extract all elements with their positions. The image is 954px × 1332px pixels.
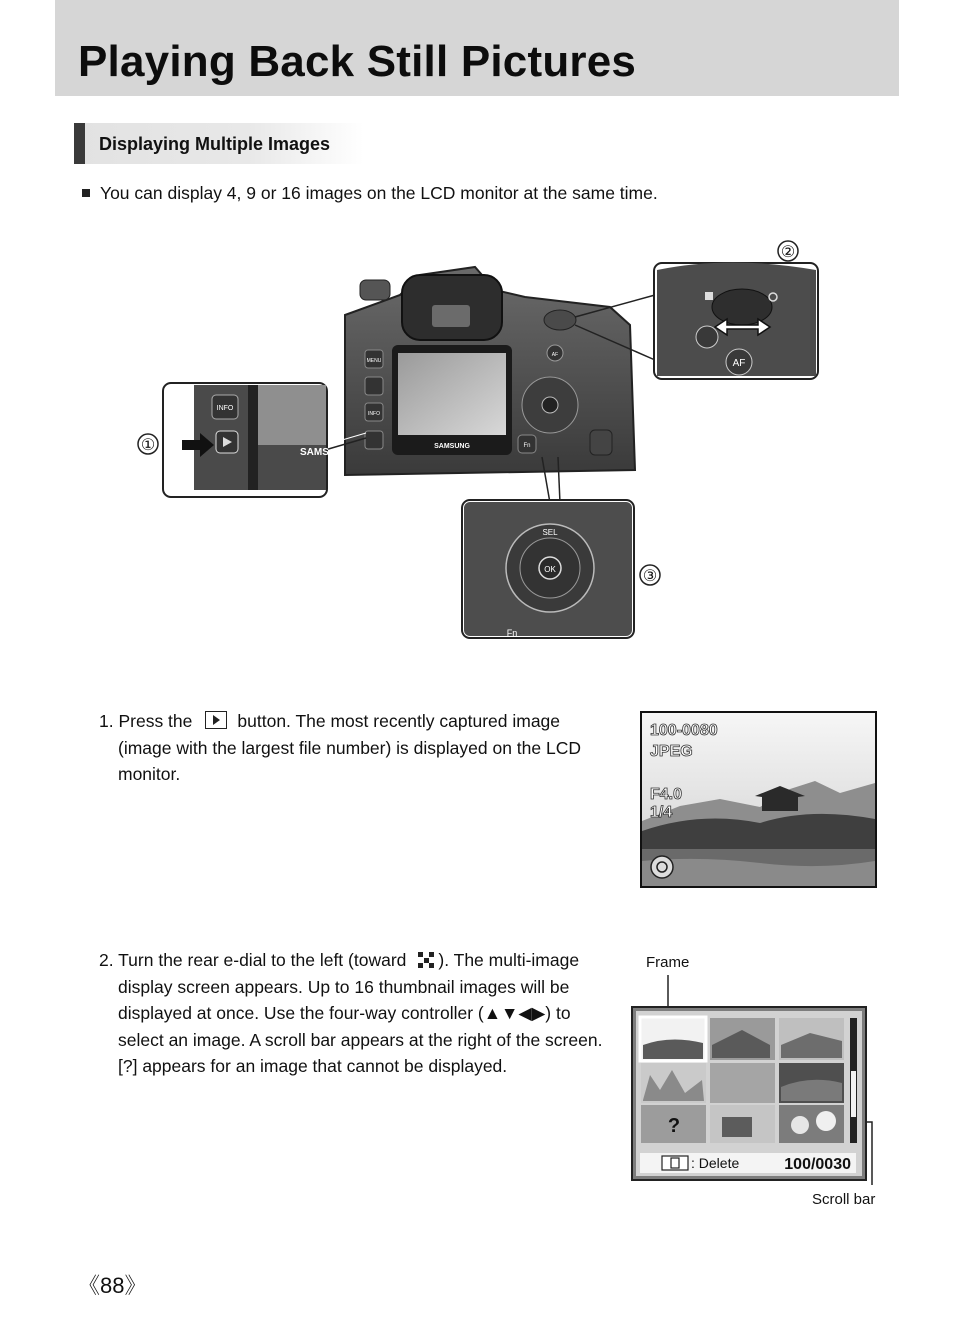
callout-1: ①	[140, 437, 156, 454]
frame-label: Frame	[646, 954, 690, 971]
step-1-text-b: button. The most recently captured image	[237, 711, 561, 731]
camera-back-figure	[130, 235, 840, 645]
lcd-aperture: F4.0	[650, 786, 683, 803]
step-1-line-3: monitor.	[118, 764, 181, 784]
lcd-file-number: 100-0080	[650, 722, 718, 739]
intro-bullet	[82, 183, 658, 204]
inset-four-way-controller	[462, 457, 634, 638]
inset-af-label: AF	[732, 358, 746, 369]
callout-2: ②	[780, 244, 796, 261]
bullet-square-icon	[82, 189, 90, 197]
callout-3: ③	[642, 568, 658, 585]
scroll-bar-label: Scroll bar	[812, 1191, 876, 1208]
multi-image-grid-icon	[418, 952, 434, 968]
page-number: 《88》	[78, 1273, 147, 1298]
inset-playback-button	[163, 383, 366, 497]
inset-brand-label: SAMS	[300, 447, 329, 458]
inset-fn-label: Fn	[506, 628, 518, 638]
lcd-file-format: JPEG	[650, 743, 693, 760]
frame-counter: 100/0030	[784, 1156, 851, 1173]
step-2-text-a: 2. Turn the rear e-dial to the left (toward	[99, 950, 407, 970]
thumbnail-grid	[640, 1017, 844, 1143]
camera-lcd	[398, 353, 506, 435]
step-2-line-4: select an image. A scroll bar appears at the right of the screen.	[118, 1029, 603, 1050]
step-2	[99, 947, 619, 1080]
scroll-bar-thumb[interactable]	[851, 1071, 856, 1117]
camera-af-label: AF	[551, 352, 559, 358]
lcd-shutter-speed: 1/4	[650, 804, 673, 821]
camera-fn-label: Fn	[523, 443, 531, 449]
camera-menu-label: MENU	[366, 358, 382, 364]
camera-info-label: INFO	[368, 411, 380, 417]
section-heading-bar	[74, 123, 85, 164]
playback-button-icon	[205, 711, 227, 729]
inset-info-label: INFO	[216, 405, 234, 412]
step-2-text-b: ). The multi-image	[438, 950, 580, 970]
delete-label: : Delete	[691, 1155, 740, 1171]
lcd-multi-image	[630, 975, 880, 1185]
lcd-single-image	[640, 711, 877, 888]
thumbnail[interactable]	[710, 1063, 775, 1103]
intro-bullet-text: You can display 4, 9 or 16 images on the LCD monitor at the same time.	[100, 183, 658, 203]
thumbnail-unknown-mark: ?	[667, 1115, 681, 1137]
step-2-line-5: [?] appears for an image that cannot be displayed.	[118, 1056, 508, 1076]
camera-body	[345, 267, 635, 475]
step-2-line-2: display screen appears. Up to 16 thumbnail images will be	[118, 976, 570, 997]
inset-sel-label: SEL	[542, 528, 558, 537]
section-heading	[74, 123, 364, 164]
section-heading-text: Displaying Multiple Images	[99, 134, 331, 154]
protect-icon	[651, 856, 673, 878]
step-2-line-3: displayed at once. Use the four-way controller (▲▼◀▶) to	[118, 1003, 571, 1023]
page-title: Playing Back Still Pictures	[78, 37, 637, 86]
step-1-line-2: (image with the largest file number) is displayed on the LCD	[118, 737, 581, 758]
step-1	[99, 708, 609, 788]
inset-ok-label: OK	[544, 565, 556, 574]
camera-brand: SAMSUNG	[434, 443, 470, 450]
step-1-text-a: 1. Press the	[99, 711, 193, 731]
